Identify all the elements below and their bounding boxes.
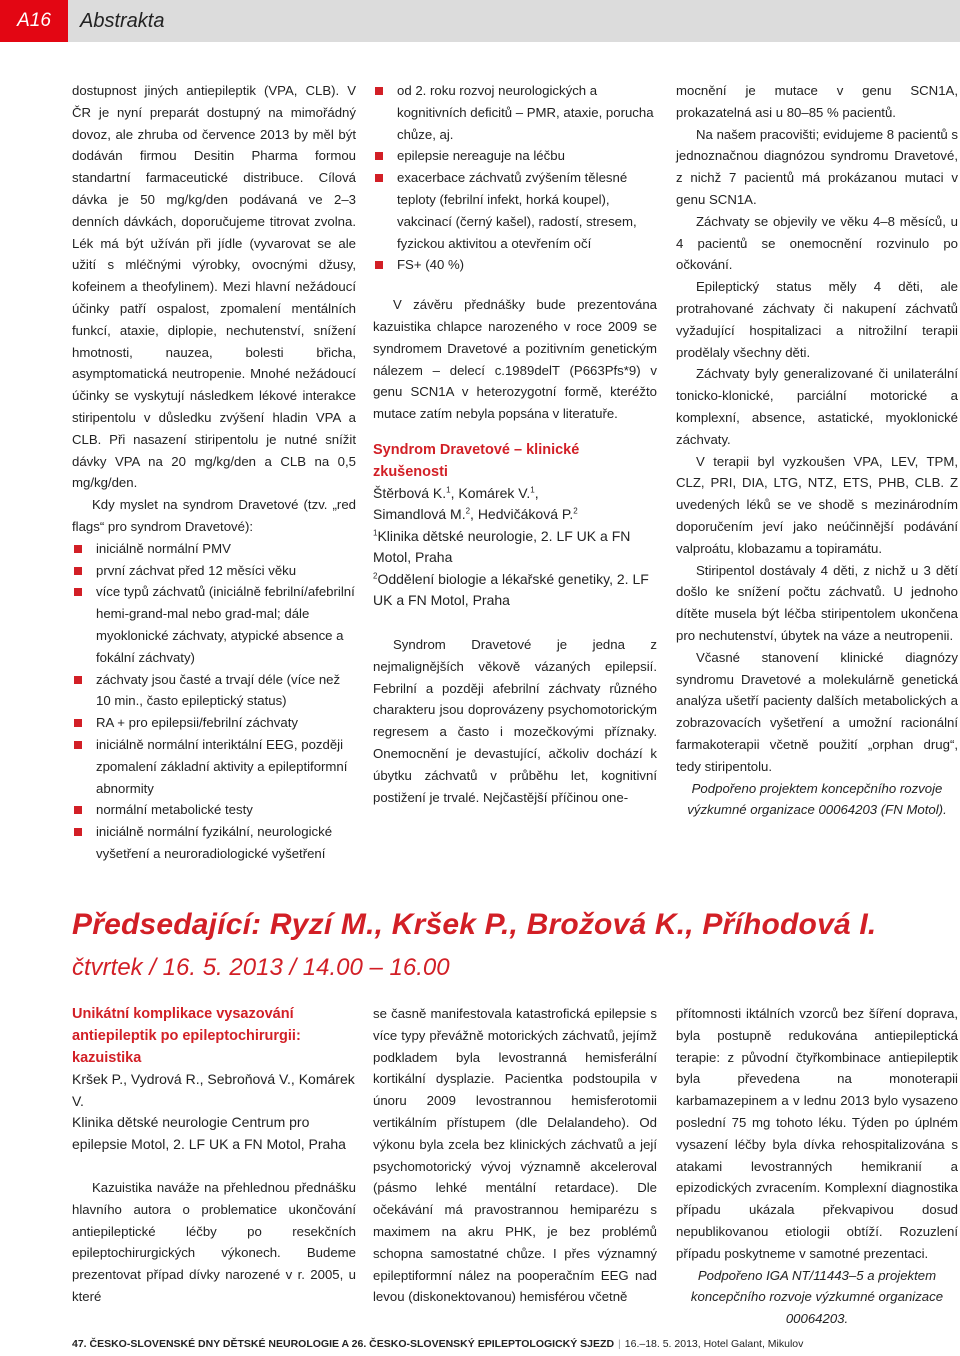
abstract-title: Syndrom Dravetové – klinické zkušenosti	[373, 441, 580, 480]
paragraph: Včasné stanovení klinické diagnózy syndromu Dravetové a molekulárně genetická analýza ušetří pacienty dalších metabolických a zobrazovacích vyšetření a umožní racionální farmakoterapii včetně použití „orphan drug“, tedy stiripentolu.	[676, 649, 958, 774]
list-item: od 2. roku rozvoj neurologických a kognitivních deficitů – PMR, ataxie, porucha chůze, aj.	[373, 80, 657, 145]
abstract-title: Unikátní komplikace vysazování antiepileptik po epileptochirurgii: kazuistika	[72, 1006, 301, 1066]
paragraph: se časně manifestovala katastrofická epilepsie s více typy převážně motorických záchvatů, jejímž podkladem byla levostranná hemisferální kortikální dysplazie. Pacientka podstoupila v únoru 2009 levostrannou hemisferotomii vertikálním přístupem (dle Delalandeho). Od výkonu byla zcela bez klinických záchvatů a její psychomotorický vývoj významně akceleroval (pásmo lehké mentální retardace). Dle očekávání má pravostrannou hemiparézu s maximem na akru PHK, je bez problémů schopna samostatné chůze. I přes významný epileptiformní nález na pooperačním EEG nad levou (diskonektovanou) hemisférou včetně	[373, 1006, 657, 1305]
red-flags-list-continued	[373, 80, 657, 276]
affiliation: Klinika dětské neurologie Centrum pro epilepsie Motol, 2. LF UK a FN Motol, Praha	[72, 1114, 346, 1152]
paragraph: přítomnosti iktálních vzorců bez šíření doprava, byla postupně redukována antiepileptická terapie: z původní čtyřkombinace antiepileptik byla převedena na monoterapii karbamazepinem a v lednu 2013 bylo vysazeno poslední 75 mg tohoto léku. Týden po úplném vysazení léčby byla dívka rehospitalizována s atakami levostranných hemikranií a epizodických zvracením. Komplexní diagnostika případu ukázala překvapivou dosud nepublikovanou etiologii obtíží. Rozuzlení případu poskytneme v samotné prezentaci.	[676, 1006, 958, 1261]
session-chairs: Předsedající: Ryzí M., Kršek P., Brožová K., Příhodová I.	[72, 908, 877, 941]
paragraph: Kdy myslet na syndrom Dravetové (tzv. „red flags“ pro syndrom Dravetové):	[72, 497, 356, 534]
affiliation-1: $^1$Klinika dětské neurologie, 2. LF UK a FN Motol, Praha	[373, 527, 631, 566]
paragraph: V závěru přednášky bude prezentována kazuistika chlapce narozeného v roce 2009 se syndromem Dravetové a pozitivním genetickým nálezem – delecí c.1989delT (P663Pfs*9) v genu SCN1A v heterozygotní formě, kteréžto mutace zatím nebyla popsána v literatuře.	[373, 297, 657, 422]
paragraph: Epileptický status měly 4 děti, ale protrahované záchvaty či nakupení záchvatů vyžadující hospitalizaci a nitrožilní terapii prodělaly všechny děti.	[676, 279, 958, 360]
column-1	[72, 80, 356, 865]
section-title: Abstrakta	[80, 10, 165, 32]
funding-note: Podpořeno projektem koncepčního rozvoje výzkumné organizace 00064203 (FN Motol).	[687, 780, 947, 818]
conference-name: 47. ČESKO-SLOVENSKÉ DNY DĚTSKÉ NEUROLOGIE A 26. ČESKO-SLOVENSKÝ EPILEPTOLOGICKÝ SJEZD	[72, 1338, 615, 1350]
paragraph: mocnění je mutace v genu SCN1A, prokazatelná asi u 80–85 % pacientů.	[676, 83, 958, 120]
paragraph: Syndrom Dravetové je jedna z nejmalignějších věkově vázaných epilepsií. Febrilní a později afebrilní záchvaty různého charakteru jsou doprovázeny psychomotorickým regresem a často i mozečkovými příznaky. Onemocnění je devastující, ačkoliv dochází k úbytku záchvatů v průběhu let, kognitivní postižení je trvalé. Nejčastější příčinou one-	[373, 636, 657, 805]
page-footer	[72, 1338, 803, 1350]
abstract-authors: Kršek P., Vydrová R., Sebroňová V., Komárek V.	[72, 1071, 355, 1109]
list-item: normální metabolické testy	[72, 799, 356, 821]
list-item: záchvaty jsou časté a trvají déle (více než 10 min., často epileptický status)	[72, 669, 356, 713]
red-flags-list	[72, 538, 356, 865]
paragraph: Záchvaty se objevily ve věku 4–8 měsíců, u 4 pacientů se onemocnění rozvinulo po očkování.	[676, 213, 958, 273]
paragraph: Záchvaty byly generalizované či unilaterální tonicko-klonické, parciální motorické a komplexní, absence, astatické, myoklonické záchvaty.	[676, 366, 958, 447]
list-item: iniciálně normální fyzikální, neurologické vyšetření a neuroradiologické vyšetření	[72, 821, 356, 865]
list-item: epilepsie nereaguje na léčbu	[373, 145, 657, 167]
list-item: více typů záchvatů (iniciálně febrilní/afebrilní hemi-grand-mal nebo grad-mal; dále myoklonické záchvaty, atypické absence a fokální záchvaty)	[72, 581, 356, 668]
list-item: FS+ (40 %)	[373, 254, 657, 276]
funding-note: Podpořeno IGA NT/11443–5 a projektem koncepčního rozvoje výzkumné organizace 00064203.	[690, 1267, 944, 1327]
list-item: iniciálně normální PMV	[72, 538, 356, 560]
bottom-column-3	[676, 1003, 958, 1330]
paragraph: V terapii byl vyzkoušen VPA, LEV, TPM, CLZ, PRI, DIA, LTG, NTZ, ETS, PHB, CLB. Z uvedených léků se ve shodě s mezinárodním doporučením jeví jako neúčinnější podávání valproátu, klobazamu a topiramátu.	[676, 453, 958, 556]
bottom-column-2	[373, 1003, 657, 1308]
abstract-authors: Štěrbová K.$^1$, Komárek V.$^1$, Simandlová M.$^2$, Hedvičáková P.$^2$	[373, 484, 578, 523]
list-item: první záchvat před 12 měsíci věku	[72, 560, 356, 582]
list-item: RA + pro epilepsii/febrilní záchvaty	[72, 712, 356, 734]
list-item: exacerbace záchvatů zvýšením tělesné teploty (febrilní infekt, horká koupel), vakcinací (černý kašel), radostí, stresem, fyzickou aktivitou a otevřením očí	[373, 167, 657, 254]
paragraph: Na našem pracovišti; evidujeme 8 pacientů s jednoznačnou diagnózou syndromu Dravetové, z nichž 7 pacientů má prokázanou mutaci v genu SCN1A.	[676, 126, 958, 207]
column-3	[676, 80, 958, 821]
paragraph: Stiripentol dostávaly 4 děti, z nichž u 3 dětí došlo ke snížení počtu záchvatů. U jednoho dítěte musela být léčba stiripentolem ukončena pro nechutenství, úbytek na váze a neutropenii.	[676, 562, 958, 643]
page-number: A16	[0, 0, 68, 42]
paragraph: Kazuistika naváže na přehlednou přednášku hlavního autora o problematice ukončování antiepileptické léčby po resekčních epileptochirurgických výkonech. Budeme prezentovat případ dívky narozené v r. 2005, u které	[72, 1180, 356, 1304]
column-2	[373, 80, 657, 808]
affiliation-2: $^2$Oddělení biologie a lékařské genetiky, 2. LF UK a FN Motol, Praha	[373, 570, 649, 609]
bottom-column-1	[72, 1003, 356, 1308]
footer-separator: |	[618, 1338, 621, 1350]
page-header	[0, 0, 960, 42]
conference-info: 16.–18. 5. 2013, Hotel Galant, Mikulov	[624, 1338, 804, 1350]
list-item: iniciálně normální interiktální EEG, později zpomalení základní aktivity a epileptiformní abnormity	[72, 734, 356, 799]
session-date: čtvrtek / 16. 5. 2013 / 14.00 – 16.00	[72, 954, 450, 981]
paragraph: dostupnost jiných antiepileptik (VPA, CLB). V ČR je nyní preparát dostupný na mimořádný dovoz, ale zhruba od července 2013 by měl být dodáván firmou Desitin Pharma formou standartní farmaceutické distribuce. Cílová dávka je 50 mg/kg/den podávaná ve 2–3 denních dávkách, doporučujeme titrovat zvolna. Lék má být užíván při jídle (vyvarovat se ale užití s mléčnými výrobky, ovocnými džusy, kofeinem a theofylinem). Mezi hlavní nežádoucí účinky patří ospalost, zpomalení mentálních funkcí, ataxie, diplopie, nechutenství, snížení hmotnosti, nauzea, bolesti břicha, asymptomatická neutropenie. Mnohé nežádoucí účinky se vyskytují následkem lékové interakce stiripentolu v důsledku zvýšení hladin VPA a CLB. Při nasazení stiripentolu je nutné snížit dávky VPA na 20 mg/kg/den a CLB na 0,5 mg/kg/den.	[72, 83, 356, 491]
